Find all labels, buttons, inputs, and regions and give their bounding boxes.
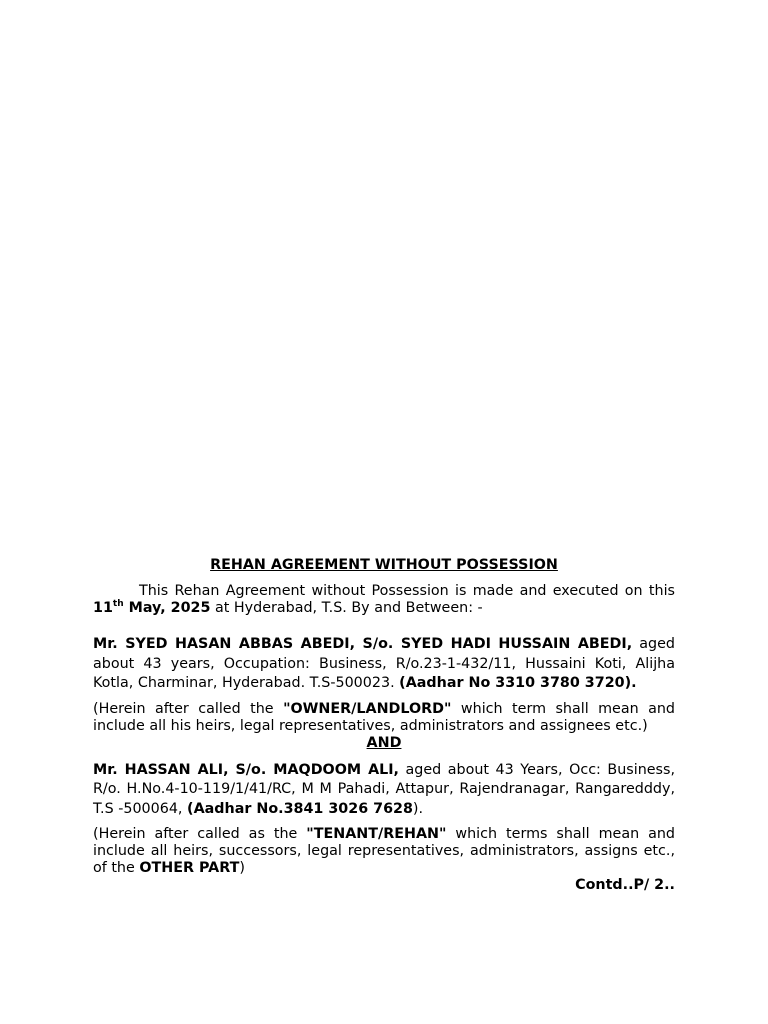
tenant-clause (93, 826, 675, 877)
owner-aadhar: (Aadhar No 3310 3780 3720). (399, 675, 637, 691)
other-part-label: OTHER PART (139, 860, 240, 876)
owner-role: "OWNER/LANDLORD" (283, 700, 452, 717)
tenant-aadhar: (Aadhar No.3841 3026 7628 (187, 800, 413, 817)
owner-name: Mr. SYED HASAN ABBAS ABEDI, S/o. SYED HADI HUSSAIN ABEDI, (93, 636, 633, 652)
owner-details: aged about 43 years, Occupation: Business, R/o.23-1-432/11, Hussaini Koti, Alijha Kotla, Charminar, Hyderabad. T.S-500023. (93, 636, 675, 691)
intro-date-day: 11 (93, 599, 113, 616)
intro-paragraph (93, 583, 675, 616)
continued-page-note: Contd..P/ 2.. (575, 877, 675, 893)
owner-clause (93, 701, 675, 735)
tenant-name: Mr. HASSAN ALI, S/o. MAQDOOM ALI, (93, 761, 399, 778)
agreement-page (93, 556, 675, 894)
tenant-clause-text: (Herein after called as the (93, 826, 307, 842)
document-title: REHAN AGREEMENT WITHOUT POSSESSION (210, 557, 558, 573)
tenant-details: aged about 43 Years, Occ: Business, R/o. H.No.4-10-119/1/41/RC, M M Pahadi, Attapur, Rajendranagar, Rangaredddy, T.S -500064, (93, 761, 675, 817)
tenant-clause-text-mid: which terms shall mean and include all heirs, successors, legal representatives, administrators, assigns etc., of the (93, 826, 676, 876)
intro-date-suffix: th (112, 598, 124, 609)
owner-clause-text-end: which term shall mean and include all his heirs, legal representatives, administrators and assignees etc.) (93, 700, 676, 734)
tenant-paragraph (93, 761, 675, 820)
owner-paragraph (93, 635, 675, 694)
intro-date-rest: May, 2025 (123, 599, 211, 616)
tenant-aadhar-end: ). (412, 800, 424, 817)
tenant-clause-text-end: ) (239, 860, 245, 876)
tenant-role: "TENANT/REHAN" (306, 826, 447, 842)
intro-text: This Rehan Agreement without Possession is made and executed on this (139, 583, 675, 599)
and-separator: AND (366, 734, 402, 751)
owner-clause-text: (Herein after called the (93, 700, 284, 717)
intro-text-end: at Hyderabad, T.S. By and Between: - (210, 599, 483, 616)
